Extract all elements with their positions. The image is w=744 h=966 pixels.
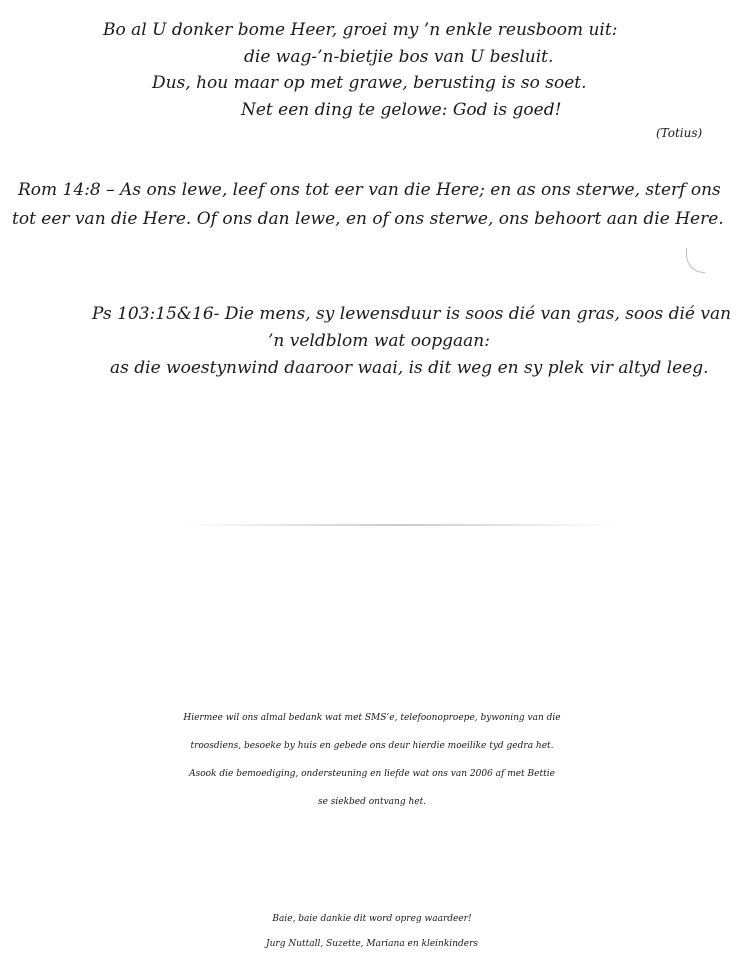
romans-line-2: tot eer van die Here. Of ons dan lewe, en of ons sterwe, ons behoort aan die Here. bbox=[12, 209, 724, 229]
scan-artifact-curve bbox=[686, 248, 705, 273]
poem-attribution: (Totius) bbox=[656, 126, 703, 140]
thanks-line-2: troosdiens, besoeke by huis en gebede ons deur hierdie moeilike tyd gedra het. bbox=[190, 741, 554, 751]
scan-artifact-line bbox=[180, 524, 620, 526]
psalm-line-1: Ps 103:15&16- Die mens, sy lewensduur is soos dié van gras, soos dié van bbox=[92, 304, 732, 324]
closing-line-1: Baie, baie dankie dit word opreg waardeer! bbox=[272, 914, 472, 924]
thanks-line-4: se siekbed ontvang het. bbox=[317, 797, 427, 807]
psalm-line-3: as die woestynwind daaroor waai, is dit weg en sy plek vir altyd leeg. bbox=[110, 358, 709, 378]
psalm-line-2: ’n veldblom wat oopgaan: bbox=[268, 331, 490, 351]
closing-signatories: Jurg Nuttall, Suzette, Mariana en kleinkinders bbox=[266, 939, 478, 949]
poem-line-4: Net een ding te gelowe: God is goed! bbox=[241, 100, 562, 120]
thanks-line-3: Asook die bemoediging, ondersteuning en liefde wat ons van 2006 af met Bettie bbox=[189, 769, 555, 779]
poem-line-1: Bo al U donker bome Heer, groei my ’n enkle reusboom uit: bbox=[103, 20, 618, 40]
poem-line-2: die wag-’n-bietjie bos van U besluit. bbox=[244, 47, 554, 67]
thanks-line-1: Hiermee wil ons almal bedank wat met SMS’e, telefoonoproepe, bywoning van die bbox=[183, 713, 561, 723]
poem-line-3: Dus, hou maar op met grawe, berusting is so soet. bbox=[152, 73, 587, 93]
romans-line-1: Rom 14:8 – As ons lewe, leef ons tot eer van die Here; en as ons sterwe, sterf ons bbox=[18, 180, 721, 200]
